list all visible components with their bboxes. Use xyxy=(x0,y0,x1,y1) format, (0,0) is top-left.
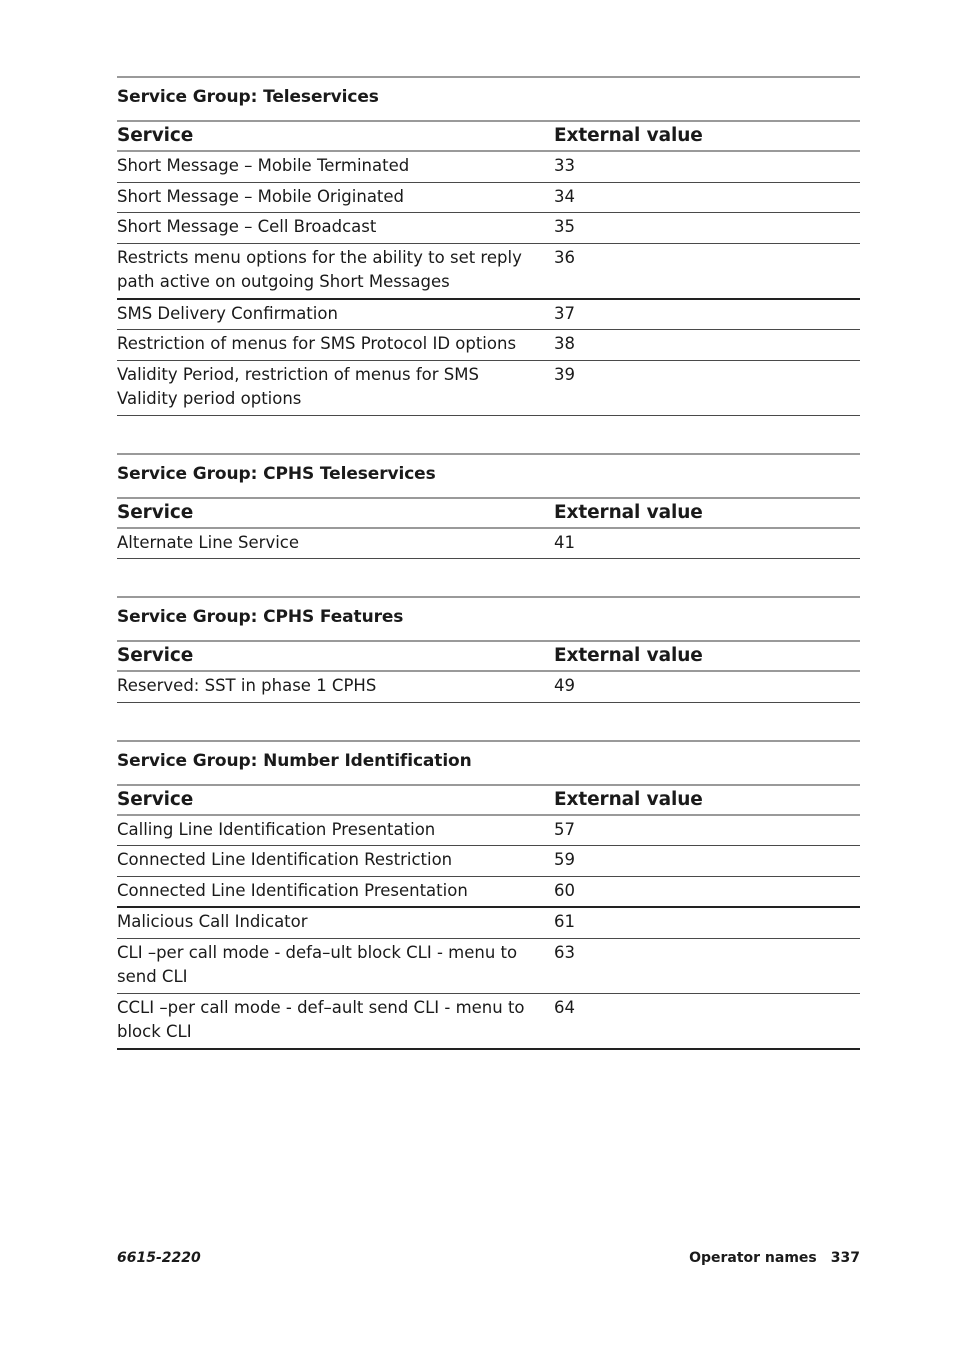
service-cell: Alternate Line Service xyxy=(117,528,554,559)
service-cell: Restriction of menus for SMS Protocol ID options xyxy=(117,330,554,361)
table-row xyxy=(117,846,860,877)
service-cell: Connected Line Identification Presentation xyxy=(117,876,554,907)
service-cell: Reserved: SST in phase 1 CPHS xyxy=(117,671,554,702)
value-cell: 34 xyxy=(554,182,860,213)
value-cell: 59 xyxy=(554,846,860,877)
service-group-number-identification xyxy=(117,740,860,1050)
footer-right xyxy=(689,1250,860,1266)
table-row xyxy=(117,182,860,213)
group-title: Service Group: Teleservices xyxy=(117,87,379,107)
table-row xyxy=(117,528,860,559)
column-header-external-value: External value xyxy=(554,641,860,671)
service-cell: Restricts menu options for the ability to set reply path active on outgoing Short Messages xyxy=(117,243,554,299)
value-cell: 60 xyxy=(554,876,860,907)
table-row xyxy=(117,299,860,330)
table-row xyxy=(117,876,860,907)
table-header-row xyxy=(117,641,860,671)
table-row xyxy=(117,360,860,415)
value-cell: 35 xyxy=(554,213,860,244)
service-cell: Short Message – Mobile Originated xyxy=(117,182,554,213)
services-table xyxy=(117,497,860,560)
column-header-external-value: External value xyxy=(554,121,860,151)
service-group-teleservices xyxy=(117,76,860,416)
section-name: Operator names xyxy=(689,1250,817,1266)
value-cell: 36 xyxy=(554,243,860,299)
services-table xyxy=(117,120,860,416)
service-cell: CLI –per call mode - defa–ult block CLI - menu to send CLI xyxy=(117,938,554,993)
group-title: Service Group: CPHS Teleservices xyxy=(117,463,436,484)
value-cell: 49 xyxy=(554,671,860,702)
service-cell: SMS Delivery Confirmation xyxy=(117,299,554,330)
document-code: 6615-2220 xyxy=(117,1250,201,1266)
column-header-service: Service xyxy=(117,785,554,815)
value-cell: 64 xyxy=(554,993,860,1049)
table-header-row xyxy=(117,121,860,151)
service-group-cphs-teleservices xyxy=(117,453,860,560)
table-row xyxy=(117,671,860,702)
service-cell: Calling Line Identification Presentation xyxy=(117,815,554,846)
value-cell: 57 xyxy=(554,815,860,846)
service-cell: Connected Line Identification Restriction xyxy=(117,846,554,877)
service-cell: Short Message – Cell Broadcast xyxy=(117,213,554,244)
table-row xyxy=(117,993,860,1049)
group-title: Service Group: CPHS Features xyxy=(117,607,404,627)
table-row xyxy=(117,330,860,361)
value-cell: 41 xyxy=(554,528,860,559)
table-row xyxy=(117,815,860,846)
table-row xyxy=(117,213,860,244)
value-cell: 33 xyxy=(554,151,860,182)
value-cell: 61 xyxy=(554,907,860,938)
table-row xyxy=(117,151,860,182)
value-cell: 39 xyxy=(554,360,860,415)
value-cell: 63 xyxy=(554,938,860,993)
service-cell: CCLI –per call mode - def–ault send CLI - menu to block CLI xyxy=(117,993,554,1049)
column-header-external-value: External value xyxy=(554,785,860,815)
services-table xyxy=(117,784,860,1050)
column-header-external-value: External value xyxy=(554,498,860,528)
table-row xyxy=(117,938,860,993)
service-cell: Short Message – Mobile Terminated xyxy=(117,151,554,182)
service-cell: Validity Period, restriction of menus for SMS Validity period options xyxy=(117,360,554,415)
table-header-row xyxy=(117,785,860,815)
value-cell: 37 xyxy=(554,299,860,330)
services-table xyxy=(117,640,860,703)
table-header-row xyxy=(117,498,860,528)
column-header-service: Service xyxy=(117,641,554,671)
table-row xyxy=(117,243,860,299)
value-cell: 38 xyxy=(554,330,860,361)
page-number: 337 xyxy=(830,1250,860,1266)
table-row xyxy=(117,907,860,938)
service-cell: Malicious Call Indicator xyxy=(117,907,554,938)
group-title: Service Group: Number Identification xyxy=(117,750,472,771)
column-header-service: Service xyxy=(117,121,554,151)
column-header-service: Service xyxy=(117,498,554,528)
service-group-cphs-features xyxy=(117,596,860,703)
document-body xyxy=(117,76,860,1087)
